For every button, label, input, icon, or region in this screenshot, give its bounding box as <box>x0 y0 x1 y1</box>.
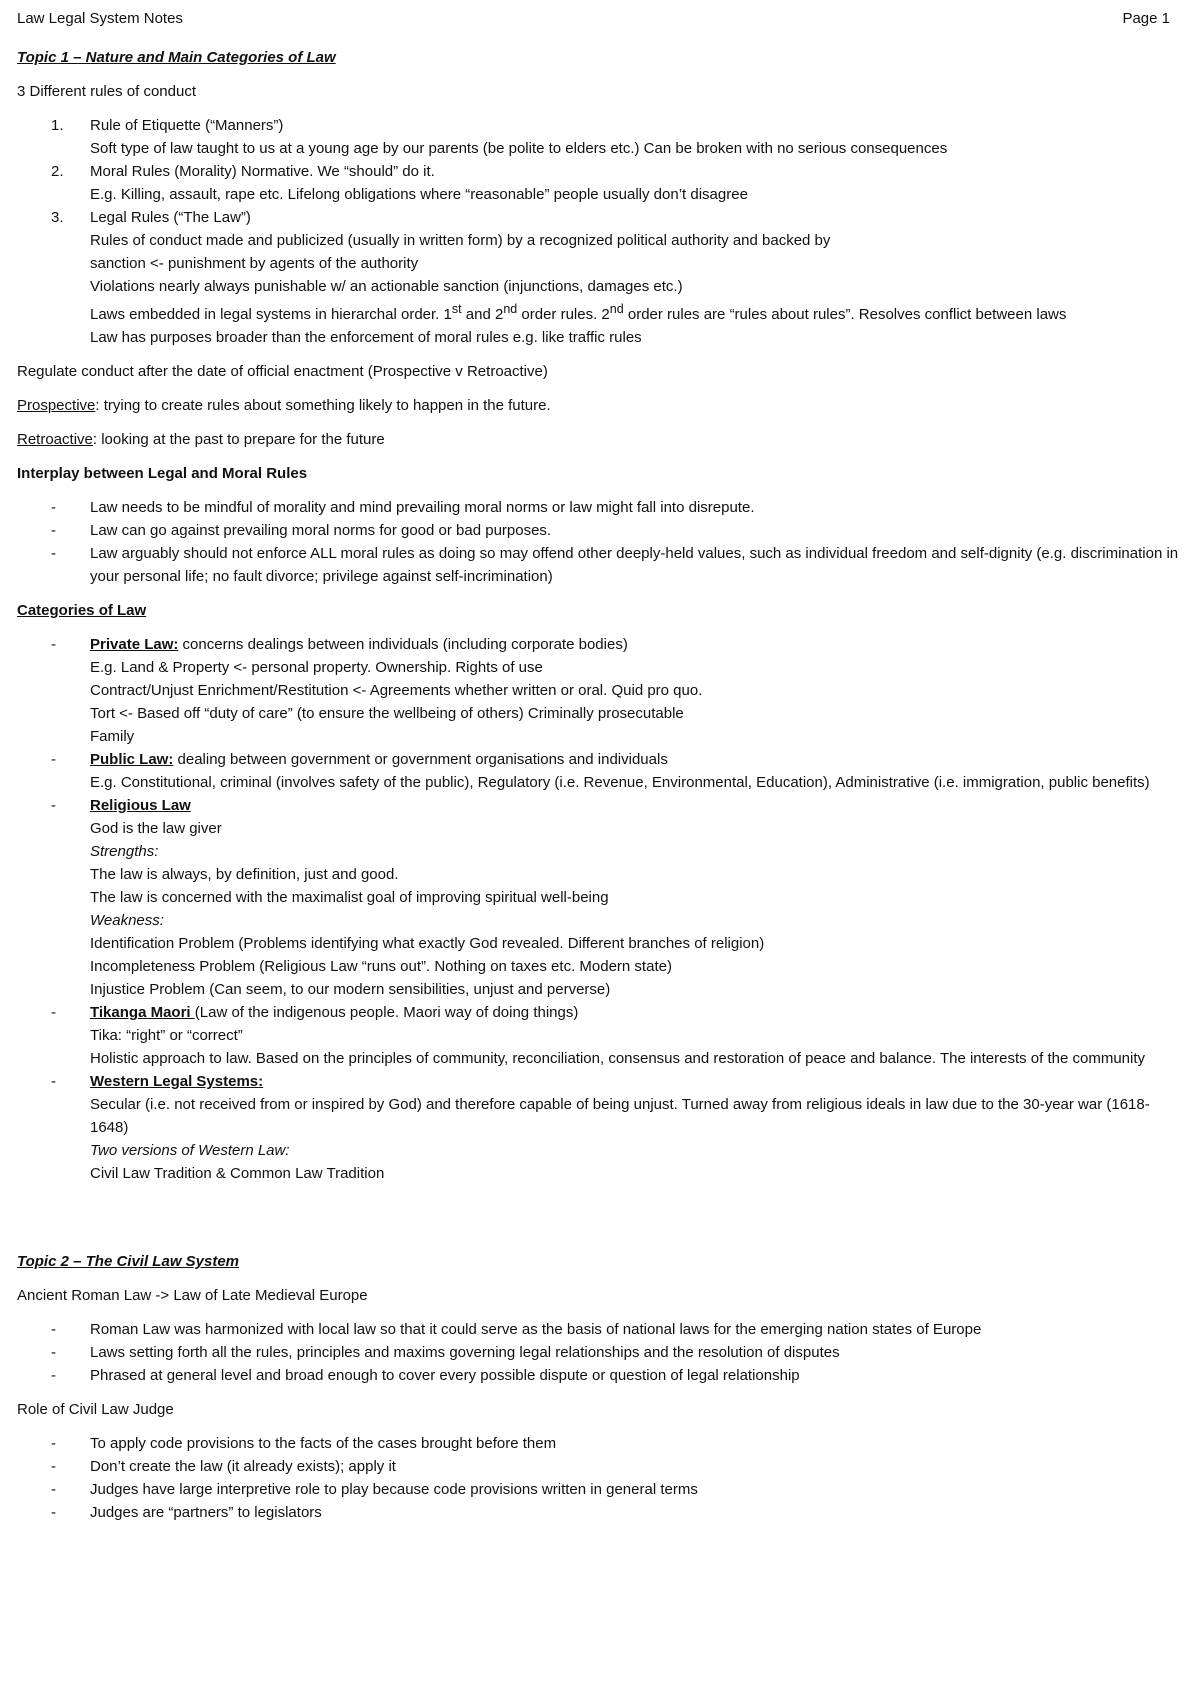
rule-line: Violations nearly always punishable w/ an actionable sanction (injunctions, damages etc.) <box>90 278 683 295</box>
category-line: Holistic approach to law. Based on the principles of community, reconciliation, consensus and restoration of peace and balance. The interests of the community <box>90 1050 1146 1067</box>
list-number: 1. <box>51 117 64 134</box>
prospective-paragraph <box>17 394 1187 417</box>
bullet-dash: - <box>51 1435 56 1452</box>
page-number: Page 1 <box>1122 10 1170 27</box>
list-item <box>17 160 1187 206</box>
rule-line: E.g. Killing, assault, rape etc. Lifelong obligations where “reasonable” people usually don’t disagree <box>90 186 748 203</box>
rules-list <box>17 114 1187 349</box>
topic1-heading: Topic 1 – Nature and Main Categories of Law <box>17 49 336 66</box>
regulate-text: Regulate conduct after the date of official enactment (Prospective v Retroactive) <box>17 363 548 380</box>
list-item <box>17 1318 1187 1341</box>
category-title-line <box>90 794 1187 817</box>
bullet-dash: - <box>51 636 56 653</box>
topic2-intro: Ancient Roman Law -> Law of Late Medieval Europe <box>17 1287 368 1304</box>
bullet-dash: - <box>51 1344 56 1361</box>
retroactive-term: Retroactive <box>17 431 93 448</box>
category-line: The law is concerned with the maximalist goal of improving spiritual well-being <box>90 889 609 906</box>
bullet-text: Don’t create the law (it already exists); apply it <box>90 1458 396 1475</box>
list-item <box>17 542 1187 588</box>
notes-content <box>17 46 1187 1535</box>
rule-order-line <box>90 298 1187 326</box>
category-line: E.g. Land & Property <- personal property. Ownership. Rights of use <box>90 659 543 676</box>
category-line: Contract/Unjust Enrichment/Restitution <- Agreements whether written or oral. Quid pro quo. <box>90 682 703 699</box>
rule-line: Rules of conduct made and publicized (usually in written form) by a recognized political authority and backed by <box>90 232 831 249</box>
list-item <box>17 1070 1187 1185</box>
retroactive-definition: : looking at the past to prepare for the future <box>92 431 385 448</box>
order-text: order rules are “rules about rules”. Resolves conflict between laws <box>623 306 1067 323</box>
prospective-definition: : trying to create rules about something likely to happen in the future. <box>95 397 551 414</box>
category-label: Private Law: <box>90 636 179 653</box>
order-text: order rules. 2 <box>517 306 610 323</box>
bullet-text: Law can go against prevailing moral norms for good or bad purposes. <box>90 522 552 539</box>
category-label: Religious Law <box>90 797 191 814</box>
bullet-dash: - <box>51 1367 56 1384</box>
judge-heading: Role of Civil Law Judge <box>17 1401 174 1418</box>
bullet-dash: - <box>51 545 56 562</box>
list-item <box>17 206 1187 349</box>
list-item <box>17 114 1187 160</box>
section-spacer <box>17 1196 1187 1250</box>
bullet-text: Judges have large interpretive role to play because code provisions written in general terms <box>90 1481 698 1498</box>
retroactive-paragraph <box>17 428 1187 451</box>
bullet-dash: - <box>51 522 56 539</box>
ordinal-suffix: nd <box>609 302 624 316</box>
category-label: Western Legal Systems: <box>90 1073 264 1090</box>
category-line: The law is always, by definition, just and good. <box>90 866 399 883</box>
rule-title: Legal Rules (“The Law”) <box>90 209 251 226</box>
bullet-text: Law arguably should not enforce ALL moral rules as doing so may offend other deeply-held values, such as individual freedom and self-dignity (e.g. discrimination in your personal life; no fault divorce; privilege against self-incrimination) <box>90 545 1179 585</box>
category-label: Tikanga Maori <box>90 1004 195 1021</box>
order-text: and 2 <box>461 306 504 323</box>
category-subheading: Weakness: <box>90 912 164 929</box>
category-subheading: Strengths: <box>90 843 159 860</box>
list-item <box>17 496 1187 519</box>
category-line: Tika: “right” or “correct” <box>90 1027 243 1044</box>
list-item <box>17 1501 1187 1524</box>
prospective-term: Prospective <box>17 397 96 414</box>
bullet-text: Law needs to be mindful of morality and mind prevailing moral norms or law might fall into disrepute. <box>90 499 755 516</box>
bullet-dash: - <box>51 1458 56 1475</box>
bullet-dash: - <box>51 499 56 516</box>
category-title-line <box>90 748 1187 771</box>
category-line: Injustice Problem (Can seem, to our modern sensibilities, unjust and perverse) <box>90 981 611 998</box>
category-line: Incompleteness Problem (Religious Law “runs out”. Nothing on taxes etc. Modern state) <box>90 958 672 975</box>
list-item <box>17 633 1187 748</box>
category-line: Identification Problem (Problems identifying what exactly God revealed. Different branches of religion) <box>90 935 765 952</box>
rule-title: Rule of Etiquette (“Manners”) <box>90 117 284 134</box>
list-item <box>17 1432 1187 1455</box>
bullet-text: Laws setting forth all the rules, principles and maxims governing legal relationships and the resolution of disputes <box>90 1344 840 1361</box>
bullet-text: Roman Law was harmonized with local law so that it could serve as the basis of national laws for the emerging nation states of Europe <box>90 1321 982 1338</box>
category-line: God is the law giver <box>90 820 222 837</box>
category-subheading: Two versions of Western Law: <box>90 1142 290 1159</box>
rule-line: Soft type of law taught to us at a young age by our parents (be polite to elders etc.) Can be broken with no serious consequences <box>90 140 948 157</box>
bullet-text: To apply code provisions to the facts of the cases brought before them <box>90 1435 557 1452</box>
categories-heading: Categories of Law <box>17 602 147 619</box>
ordinal-suffix: st <box>451 302 462 316</box>
bullet-dash: - <box>51 797 56 814</box>
bullet-dash: - <box>51 1504 56 1521</box>
bullet-text: Phrased at general level and broad enough to cover every possible dispute or question of legal relationship <box>90 1367 800 1384</box>
category-title-line <box>90 633 1187 656</box>
list-number: 3. <box>51 209 64 226</box>
category-line: Family <box>90 728 135 745</box>
order-text: Laws embedded in legal systems in hierarchal order. 1 <box>90 306 452 323</box>
list-number: 2. <box>51 163 64 180</box>
list-item <box>17 748 1187 794</box>
judge-list <box>17 1432 1187 1524</box>
list-item <box>17 1455 1187 1478</box>
list-item <box>17 794 1187 1001</box>
topic1-intro: 3 Different rules of conduct <box>17 83 196 100</box>
categories-list <box>17 633 1187 1185</box>
category-title-line <box>90 1001 1187 1024</box>
list-item <box>17 1478 1187 1501</box>
list-item <box>17 519 1187 542</box>
category-desc: dealing between government or government organisations and individuals <box>173 751 668 768</box>
bullet-dash: - <box>51 1481 56 1498</box>
document-title: Law Legal System Notes <box>17 10 183 27</box>
bullet-dash: - <box>51 1073 56 1090</box>
rule-title: Moral Rules (Morality) Normative. We “should” do it. <box>90 163 435 180</box>
category-desc: (Law of the indigenous people. Maori way of doing things) <box>194 1004 579 1021</box>
topic2-heading: Topic 2 – The Civil Law System <box>17 1253 240 1270</box>
list-item <box>17 1364 1187 1387</box>
rule-line: sanction <- punishment by agents of the authority <box>90 255 419 272</box>
ordinal-suffix: nd <box>503 302 518 316</box>
list-item <box>17 1341 1187 1364</box>
category-line: Civil Law Tradition & Common Law Tradition <box>90 1165 385 1182</box>
interplay-list <box>17 496 1187 588</box>
bullet-dash: - <box>51 1004 56 1021</box>
rule-line: Law has purposes broader than the enforcement of moral rules e.g. like traffic rules <box>90 329 642 346</box>
category-title-line <box>90 1070 1187 1093</box>
category-desc: concerns dealings between individuals (including corporate bodies) <box>178 636 628 653</box>
category-line: Secular (i.e. not received from or inspired by God) and therefore capable of being unjust. Turned away from religious ideals in law due to the 30-year war (1618-1648) <box>90 1096 1150 1136</box>
category-line: E.g. Constitutional, criminal (involves safety of the public), Regulatory (i.e. Revenue, Environmental, Education), Administrative (i.e. immigration, public benefits) <box>90 774 1150 791</box>
category-line: Tort <- Based off “duty of care” (to ensure the wellbeing of others) Criminally prosecutable <box>90 705 684 722</box>
category-label: Public Law: <box>90 751 174 768</box>
list-item <box>17 1001 1187 1070</box>
bullet-text: Judges are “partners” to legislators <box>90 1504 322 1521</box>
bullet-dash: - <box>51 751 56 768</box>
bullet-dash: - <box>51 1321 56 1338</box>
roman-law-list <box>17 1318 1187 1387</box>
interplay-heading: Interplay between Legal and Moral Rules <box>17 465 308 482</box>
